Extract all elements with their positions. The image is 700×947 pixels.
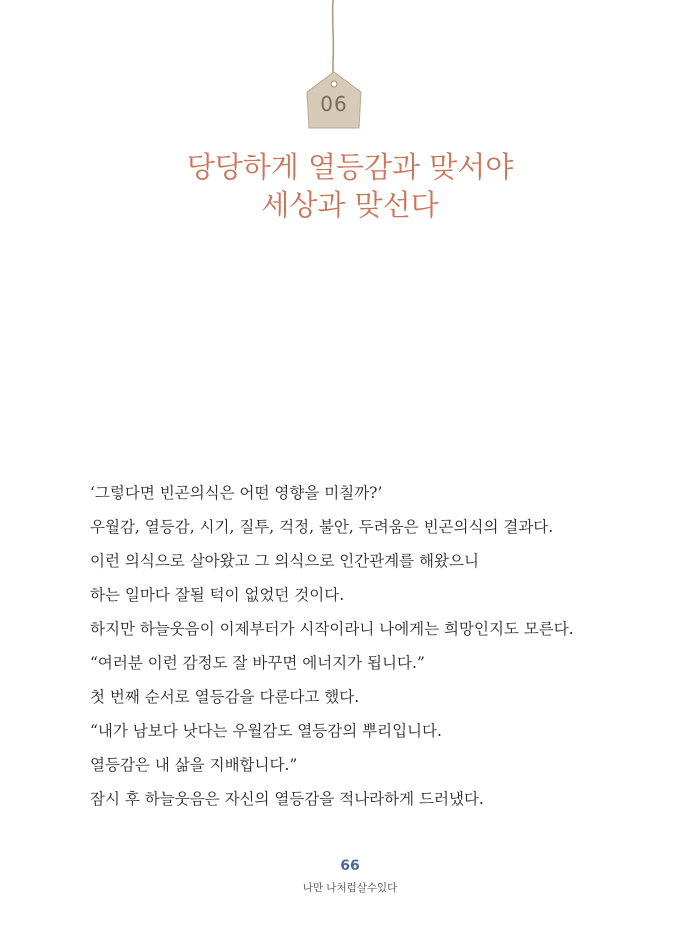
body-line: “여러분 이런 감정도 잘 바꾸면 에너지가 됩니다.”	[90, 654, 425, 672]
body-text	[90, 476, 650, 816]
body-line: “내가 남보다 낫다는 우월감도 열등감의 뿌리입니다.	[90, 722, 442, 740]
chapter-title-line-2: 세상과 맞선다	[261, 188, 439, 222]
page-number: 66	[340, 858, 360, 874]
body-line: ‘그렇다면 빈곤의식은 어떤 영향을 미칠까?’	[90, 484, 383, 502]
body-line: 잠시 후 하늘웃음은 자신의 열등감을 적나라하게 드러냈다.	[90, 790, 484, 808]
body-line: 하지만 하늘웃음이 이제부터가 시작이라니 나에게는 희망인지도 모른다.	[90, 620, 574, 638]
running-footer-book-title: 나만 나처럼살수있다	[302, 882, 398, 894]
hanging-string-icon	[330, 0, 336, 80]
body-line: 이런 의식으로 살아왔고 그 의식으로 인간관계를 해왔으니	[90, 552, 479, 570]
body-line: 첫 번째 순서로 열등감을 다룬다고 했다.	[90, 688, 360, 706]
body-line: 하는 일마다 잘될 턱이 없었던 것이다.	[90, 586, 345, 604]
chapter-title-line-1: 당당하게 열등감과 맞서야	[186, 150, 514, 184]
body-line: 우월감, 열등감, 시기, 질투, 걱정, 불안, 두려움은 빈곤의식의 결과다.	[90, 518, 554, 536]
chapter-number: 06	[320, 92, 348, 116]
body-line: 열등감은 내 삶을 지배합니다.”	[90, 756, 298, 774]
chapter-title	[0, 148, 700, 224]
